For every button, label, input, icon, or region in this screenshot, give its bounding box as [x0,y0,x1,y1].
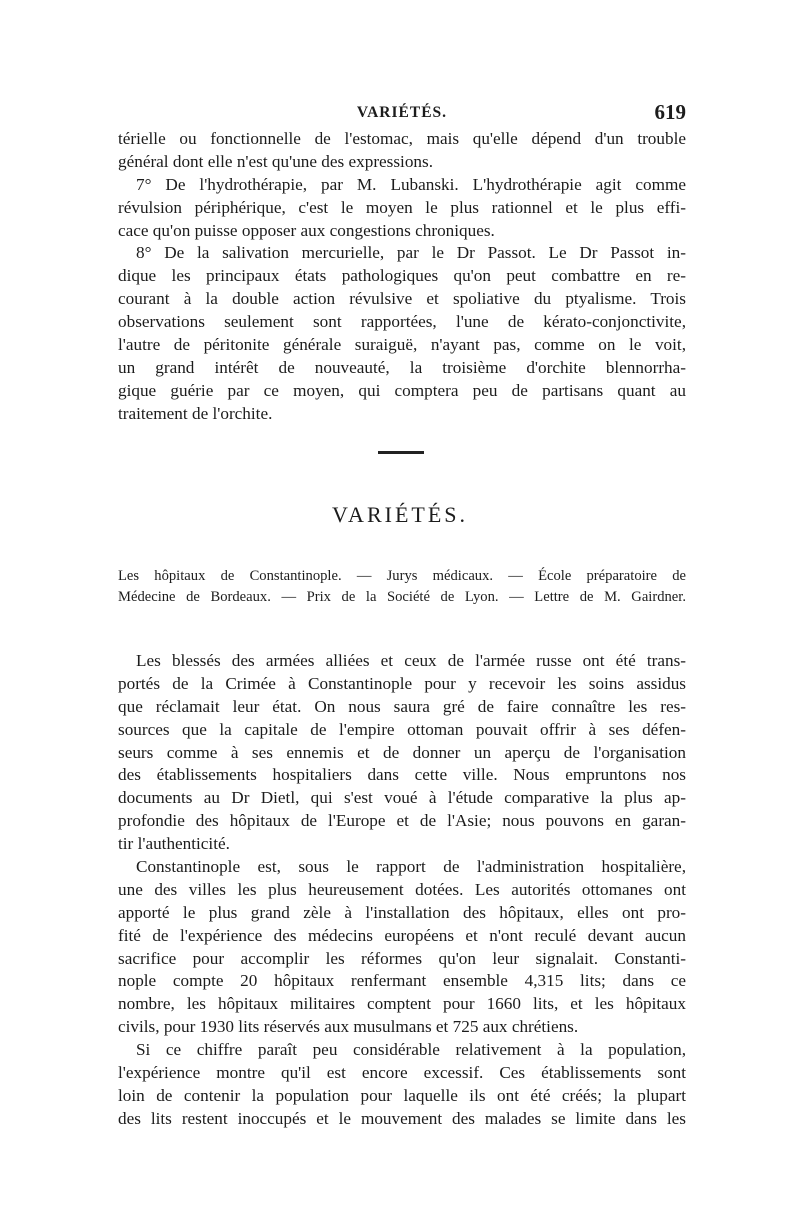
text-line: l'autre de péritonite générale suraiguë, n'ayant pas, comme on le voit, [118,335,686,355]
body-text-block [118,650,686,1131]
text-line: dique les principaux états pathologiques qu'on peut combattre en re- [118,266,686,286]
text-line: 7° De l'hydrothérapie, par M. Lubanski. L'hydrothérapie agit comme [136,174,686,194]
top-text-block [118,128,686,426]
text-line: des établissements hospitaliers dans cette ville. Nous empruntons nos [118,765,686,785]
paragraph-hydrotherapie [118,174,686,243]
text-line: général dont elle n'est qu'une des expressions. [118,151,434,171]
paragraph-blesses [118,650,686,856]
page-number: 619 [654,100,686,124]
text-line: traitement de l'orchite. [118,403,273,423]
text-line: nople compte 20 hôpitaux renfermant ensemble 4,315 lits; dans ce [118,971,686,991]
text-line: cace qu'on puisse opposer aux congestions chroniques. [118,220,495,240]
text-line: une des villes les plus heureusement dotées. Les autorités ottomanes ont [118,879,686,899]
text-line: Les blessés des armées alliées et ceux de l'armée russe ont été trans- [136,651,686,670]
text-line: que réclamait leur état. On nous saura gré de faire connaître les res- [118,696,686,716]
text-line: Si ce chiffre paraît peu considérable relativement à la population, [136,1040,686,1060]
paragraph-salivation [118,242,686,425]
text-line: térielle ou fonctionnelle de l'estomac, mais qu'elle dépend d'un trouble [118,129,686,148]
section-divider [378,451,424,454]
text-line: sacrifice pour accomplir les réformes qu'on leur signalait. Constanti- [118,948,686,968]
text-line: des lits restent inoccupés et le mouvement des malades se limite dans les [118,1108,686,1128]
text-line: profondie des hôpitaux de l'Europe et de l'Asie; nous pouvons en garan- [118,811,686,831]
text-line: loin de contenir la population pour laquelle ils ont été créés; la plupart [118,1085,686,1105]
paragraph-chiffre [118,1039,686,1131]
text-line: sources que la capitale de l'empire ottoman pouvait offrir à ses défen- [118,719,686,739]
paragraph-end-previous [118,128,686,174]
text-line: gique guérie par ce moyen, qui comptera peu de partisans quant au [118,380,686,400]
text-line: apporté le plus grand zèle à l'installation des hôpitaux, elles ont pro- [118,902,686,922]
text-line: tir l'authenticité. [118,834,230,854]
text-line: révulsion périphérique, c'est le moyen le plus rationnel et le plus effi- [118,197,686,217]
text-line: fité de l'expérience des médecins européens et n'ont reculé devant aucun [118,925,686,945]
text-line: 8° De la salivation mercurielle, par le Dr Passot. Le Dr Passot in- [136,243,686,263]
text-line: nombre, les hôpitaux militaires comptent pour 1660 lits, et les hôpitaux [118,994,686,1014]
section-summary [118,566,686,608]
text-line: l'expérience montre qu'il est encore excessif. Ces établissements sont [118,1063,686,1083]
section-title: VARIÉTÉS. [332,502,468,527]
paragraph-constantinople [118,856,686,1039]
text-line: observations seulement sont rapportées, l'une de kérato-conjonctivite, [118,312,686,332]
text-line: documents au Dr Dietl, qui s'est voué à l'étude comparative la plus ap- [118,788,686,808]
text-line: Constantinople est, sous le rapport de l'administration hospitalière, [136,857,686,877]
summary-line: Les hôpitaux de Constantinople. — Jurys médicaux. — École préparatoire de [118,568,686,584]
text-line: seurs comme à ses ennemis et de donner un aperçu de l'organisation [118,742,686,762]
text-line: un grand intérêt de nouveauté, la troisième d'orchite blennorrha- [118,357,686,377]
summary-line: Médecine de Bordeaux. — Prix de la Société de Lyon. — Lettre de M. Gairdner. [118,589,686,605]
running-head-title: VARIÉTÉS. [356,104,448,121]
text-line: civils, pour 1930 lits réservés aux musulmans et 725 aux chrétiens. [118,1017,579,1037]
text-line: portés de la Crimée à Constantinople pour y recevoir les soins assidus [118,673,686,693]
running-head [118,100,686,126]
text-line: courant à la double action révulsive et spoliative du ptyalisme. Trois [118,289,686,309]
